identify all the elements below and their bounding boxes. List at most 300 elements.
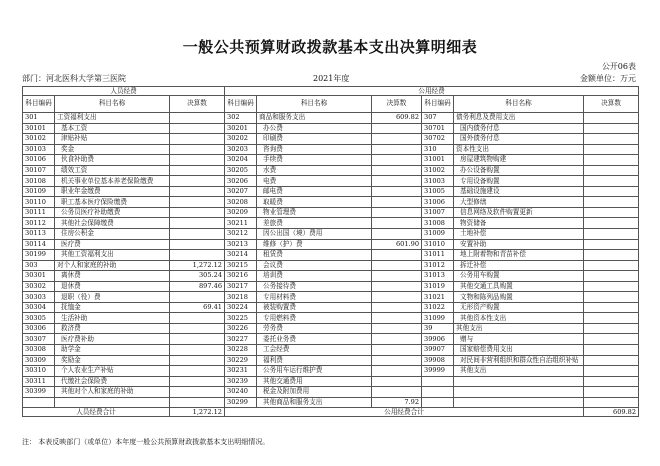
row-amount: [170, 155, 225, 166]
row-amount: [584, 397, 639, 408]
row-amount: [372, 292, 422, 303]
row-code: 39908: [422, 355, 454, 366]
row-amount: 69.41: [170, 302, 225, 313]
row-amount: [584, 260, 639, 271]
row-amount: [584, 134, 639, 145]
table-row: [23, 165, 639, 176]
row-name: 税金及附加费用: [257, 387, 372, 398]
table-row: [23, 292, 639, 303]
row-code: [422, 397, 454, 408]
table-row: [23, 260, 639, 271]
row-amount: [372, 302, 422, 313]
row-code: 30303: [23, 292, 55, 303]
row-amount: [584, 313, 639, 324]
row-code: 30106: [23, 155, 55, 166]
row-amount: [170, 218, 225, 229]
row-amount: [584, 218, 639, 229]
row-code: 30226: [225, 323, 257, 334]
row-code: 30299: [225, 397, 257, 408]
col-header-name: 科目名称: [454, 96, 584, 113]
row-name: 退职（役）费: [55, 292, 170, 303]
row-amount: [584, 292, 639, 303]
row-name: 商品和服务支出: [257, 113, 372, 124]
row-code: 30311: [23, 376, 55, 387]
row-code: 30211: [225, 218, 257, 229]
public-total-value: 609.82: [584, 408, 639, 417]
row-code: 30216: [225, 271, 257, 282]
row-code: 30309: [23, 355, 55, 366]
row-code: 303: [23, 260, 55, 271]
col-header-amount: 决算数: [584, 96, 639, 113]
row-code: 30302: [23, 281, 55, 292]
row-code: 31001: [422, 155, 454, 166]
table-row: [23, 155, 639, 166]
row-amount: [584, 113, 639, 124]
col-header-code: 科目编码: [225, 96, 257, 113]
row-name: 地上附着物和青苗补偿: [454, 250, 584, 261]
row-amount: [372, 281, 422, 292]
row-amount: [372, 197, 422, 208]
row-code: 30224: [225, 302, 257, 313]
row-amount: [372, 345, 422, 356]
row-amount: [372, 271, 422, 282]
row-amount: [584, 271, 639, 282]
col-header-code: 科目编码: [422, 96, 454, 113]
row-code: 30207: [225, 186, 257, 197]
row-code: 30212: [225, 229, 257, 240]
row-amount: [584, 186, 639, 197]
row-code: 30101: [23, 123, 55, 134]
row-amount: [170, 292, 225, 303]
table-row: [23, 313, 639, 324]
row-code: 30208: [225, 197, 257, 208]
table-row: [23, 207, 639, 218]
row-amount: [372, 355, 422, 366]
row-name: 公务用车购置: [454, 271, 584, 282]
row-name: 被装购置费: [257, 302, 372, 313]
row-code: 30702: [422, 134, 454, 145]
row-code: 31002: [422, 165, 454, 176]
row-amount: [170, 366, 225, 377]
row-code: 30213: [225, 239, 257, 250]
row-amount: [584, 207, 639, 218]
row-amount: [372, 207, 422, 218]
row-code: 30701: [422, 123, 454, 134]
row-code: 30199: [23, 250, 55, 261]
row-code: 30206: [225, 176, 257, 187]
row-name: 专用设备购置: [454, 176, 584, 187]
row-code: 30229: [225, 355, 257, 366]
table-row: [23, 197, 639, 208]
row-name: 生活补助: [55, 313, 170, 324]
row-name: [454, 397, 584, 408]
row-amount: [584, 176, 639, 187]
row-amount: [584, 155, 639, 166]
row-amount: 7.92: [372, 397, 422, 408]
row-amount: [170, 176, 225, 187]
row-name: 对民间非营利组织和群众性自治组织补贴: [454, 355, 584, 366]
row-code: 30301: [23, 271, 55, 282]
row-name: 奖金: [55, 144, 170, 155]
department-label: 部门：河北医科大学第三医院: [22, 74, 126, 83]
row-name: 救济费: [55, 323, 170, 334]
row-name: 办公费: [257, 123, 372, 134]
row-code: 31012: [422, 260, 454, 271]
row-code: 30239: [225, 376, 257, 387]
row-code: 310: [422, 144, 454, 155]
row-name: 培训费: [257, 271, 372, 282]
row-name: 因公出国（境）费用: [257, 229, 372, 240]
row-name: 其他社会保障缴费: [55, 218, 170, 229]
col-header-amount: 决算数: [372, 96, 422, 113]
row-amount: [372, 366, 422, 377]
row-name: 奖励金: [55, 355, 170, 366]
row-code: 30306: [23, 323, 55, 334]
row-name: 取暖费: [257, 197, 372, 208]
row-code: 31099: [422, 313, 454, 324]
table-row: [23, 345, 639, 356]
row-amount: [584, 334, 639, 345]
row-amount: [170, 376, 225, 387]
row-name: 安置补助: [454, 239, 584, 250]
row-code: 31013: [422, 271, 454, 282]
row-name: 基础设施建设: [454, 186, 584, 197]
row-code: 30110: [23, 197, 55, 208]
table-row: [23, 302, 639, 313]
row-code: 30114: [23, 239, 55, 250]
row-name: 印刷费: [257, 134, 372, 145]
row-code: 31008: [422, 218, 454, 229]
row-code: 30304: [23, 302, 55, 313]
row-name: 医疗费: [55, 239, 170, 250]
row-amount: [584, 250, 639, 261]
row-amount: [372, 165, 422, 176]
row-name: 委托业务费: [257, 334, 372, 345]
row-amount: [372, 155, 422, 166]
col-header-amount: 决算数: [170, 96, 225, 113]
footnote: 注： 本表反映部门（或单位）本年度一般公共预算财政拨款基本支出明细情况。: [22, 438, 270, 446]
row-name: 其他支出: [454, 323, 584, 334]
row-amount: [372, 134, 422, 145]
row-code: 30399: [23, 387, 55, 398]
row-amount: 305.24: [170, 271, 225, 282]
row-amount: [372, 376, 422, 387]
row-code: 31019: [422, 281, 454, 292]
row-name: 其他对个人和家庭的补助: [55, 387, 170, 398]
row-amount: [170, 134, 225, 145]
row-code: 30310: [23, 366, 55, 377]
row-code: 30218: [225, 292, 257, 303]
row-name: 住房公积金: [55, 229, 170, 240]
personnel-total-label: 人员经费合计: [23, 408, 170, 417]
table-row: [23, 323, 639, 334]
row-name: 离休费: [55, 271, 170, 282]
row-name: [454, 387, 584, 398]
row-name: 职工基本医疗保险缴费: [55, 197, 170, 208]
row-name: 伙食补助费: [55, 155, 170, 166]
row-amount: [170, 345, 225, 356]
row-code: 30113: [23, 229, 55, 240]
row-code: 30202: [225, 134, 257, 145]
col-header-name: 科目名称: [257, 96, 372, 113]
row-name: 医疗费补助: [55, 334, 170, 345]
row-code: 30217: [225, 281, 257, 292]
row-name: 专用燃料费: [257, 313, 372, 324]
row-name: 其他工资福利支出: [55, 250, 170, 261]
row-name: 机关事业单位基本养老保险缴费: [55, 176, 170, 187]
row-code: 31011: [422, 250, 454, 261]
row-name: 电费: [257, 176, 372, 187]
row-code: 30227: [225, 334, 257, 345]
row-name: 咨询费: [257, 144, 372, 155]
row-code: 39: [422, 323, 454, 334]
row-amount: [170, 113, 225, 124]
row-amount: [584, 239, 639, 250]
row-code: 39999: [422, 366, 454, 377]
row-amount: 1,272.12: [170, 260, 225, 271]
table-row: [23, 366, 639, 377]
row-name: 福利费: [257, 355, 372, 366]
table-row: [23, 334, 639, 345]
row-amount: [372, 229, 422, 240]
public-group-header: 公用经费: [225, 87, 639, 96]
row-code: 31021: [422, 292, 454, 303]
row-amount: [170, 144, 225, 155]
row-name: 文物和陈列品购置: [454, 292, 584, 303]
row-name: 土地补偿: [454, 229, 584, 240]
row-code: 30204: [225, 155, 257, 166]
row-code: [23, 397, 55, 408]
row-amount: [584, 355, 639, 366]
row-code: 30201: [225, 123, 257, 134]
table-row: [23, 397, 639, 408]
row-name: 公务员医疗补助缴费: [55, 207, 170, 218]
table-row: [23, 250, 639, 261]
row-code: 30103: [23, 144, 55, 155]
table-row: [23, 134, 639, 145]
row-name: 其他商品和服务支出: [257, 397, 372, 408]
row-name: 劳务费: [257, 323, 372, 334]
row-name: 租赁费: [257, 250, 372, 261]
row-amount: [584, 345, 639, 356]
table-row: [23, 186, 639, 197]
row-code: 30307: [23, 334, 55, 345]
row-name: 国家赔偿费用支出: [454, 345, 584, 356]
row-name: 抚恤金: [55, 302, 170, 313]
row-name: 退休费: [55, 281, 170, 292]
row-name: 职业年金缴费: [55, 186, 170, 197]
row-code: 30225: [225, 313, 257, 324]
row-amount: [372, 250, 422, 261]
row-name: 其他交通费用: [257, 376, 372, 387]
row-name: 物资储备: [454, 218, 584, 229]
row-amount: [170, 123, 225, 134]
row-code: 30214: [225, 250, 257, 261]
row-code: 30205: [225, 165, 257, 176]
row-code: 39907: [422, 345, 454, 356]
row-amount: [372, 334, 422, 345]
row-name: [454, 376, 584, 387]
public-total-label: 公用经费合计: [225, 408, 584, 417]
row-amount: [170, 387, 225, 398]
row-name: 会议费: [257, 260, 372, 271]
row-code: 30305: [23, 313, 55, 324]
row-name: 个人农业生产补贴: [55, 366, 170, 377]
row-code: 31007: [422, 207, 454, 218]
row-amount: [584, 123, 639, 134]
row-name: 助学金: [55, 345, 170, 356]
row-name: 手续费: [257, 155, 372, 166]
row-amount: [170, 334, 225, 345]
row-amount: [584, 229, 639, 240]
table-row: [23, 376, 639, 387]
table-row: [23, 271, 639, 282]
table-row: [23, 176, 639, 187]
row-amount: [584, 376, 639, 387]
row-name: 办公设备购置: [454, 165, 584, 176]
row-name: 无形资产购置: [454, 302, 584, 313]
report-title: 一般公共预算财政拨款基本支出决算明细表: [182, 38, 478, 56]
row-name: 公务接待费: [257, 281, 372, 292]
row-amount: [170, 239, 225, 250]
row-name: 对个人和家庭的补助: [55, 260, 170, 271]
row-name: 公务用车运行维护费: [257, 366, 372, 377]
form-code: 公开06表: [601, 62, 636, 71]
row-amount: [372, 323, 422, 334]
row-name: 房屋建筑物购建: [454, 155, 584, 166]
row-amount: [372, 144, 422, 155]
row-amount: [170, 323, 225, 334]
row-name: 国外债务付息: [454, 134, 584, 145]
row-code: 30109: [23, 186, 55, 197]
row-amount: [170, 186, 225, 197]
row-amount: [170, 397, 225, 408]
row-amount: [584, 387, 639, 398]
row-amount: [170, 197, 225, 208]
fiscal-year: 2021年度: [313, 74, 350, 83]
row-code: 30112: [23, 218, 55, 229]
row-name: 邮电费: [257, 186, 372, 197]
row-name: 资本性支出: [454, 144, 584, 155]
row-name: 信息网络及软件购置更新: [454, 207, 584, 218]
row-amount: [170, 165, 225, 176]
row-code: 30102: [23, 134, 55, 145]
row-name: 大型修缮: [454, 197, 584, 208]
row-amount: [372, 260, 422, 271]
table-row: [23, 218, 639, 229]
row-name: 债务利息及费用支出: [454, 113, 584, 124]
row-amount: [170, 207, 225, 218]
row-code: 31006: [422, 197, 454, 208]
col-header-code: 科目编码: [23, 96, 55, 113]
table-row: [23, 239, 639, 250]
row-amount: [584, 144, 639, 155]
row-code: 30107: [23, 165, 55, 176]
row-code: 31010: [422, 239, 454, 250]
row-code: 30108: [23, 176, 55, 187]
row-code: [422, 387, 454, 398]
row-name: 维修（护）费: [257, 239, 372, 250]
table-row: [23, 387, 639, 398]
row-name: 国内债务付息: [454, 123, 584, 134]
row-name: 其他资本性支出: [454, 313, 584, 324]
row-amount: 609.82: [372, 113, 422, 124]
row-name: 代缴社会保险费: [55, 376, 170, 387]
personnel-group-header: 人员经费: [23, 87, 225, 96]
row-code: 31022: [422, 302, 454, 313]
row-amount: [372, 186, 422, 197]
row-name: 水费: [257, 165, 372, 176]
row-code: 30231: [225, 366, 257, 377]
row-name: 专用材料费: [257, 292, 372, 303]
row-name: 差旅费: [257, 218, 372, 229]
row-amount: [372, 123, 422, 134]
col-header-name: 科目名称: [55, 96, 170, 113]
row-amount: [372, 387, 422, 398]
row-amount: 897.46: [170, 281, 225, 292]
row-amount: [170, 229, 225, 240]
row-code: 30203: [225, 144, 257, 155]
row-amount: [170, 355, 225, 366]
row-name: 工会经费: [257, 345, 372, 356]
table-row: [23, 355, 639, 366]
table-row: [23, 123, 639, 134]
personnel-total-value: 1,272.12: [170, 408, 225, 417]
row-code: 301: [23, 113, 55, 124]
row-code: 30308: [23, 345, 55, 356]
row-code: 30209: [225, 207, 257, 218]
table-row: [23, 113, 639, 124]
row-amount: [372, 313, 422, 324]
amount-unit: 金额单位：万元: [580, 74, 636, 83]
row-code: 302: [225, 113, 257, 124]
row-amount: [372, 218, 422, 229]
row-name: 其他交通工具购置: [454, 281, 584, 292]
row-code: 39906: [422, 334, 454, 345]
row-name: 赠与: [454, 334, 584, 345]
row-name: 绩效工资: [55, 165, 170, 176]
expenditure-table: [22, 86, 639, 417]
table-row: [23, 281, 639, 292]
row-code: 30240: [225, 387, 257, 398]
row-name: 物业管理费: [257, 207, 372, 218]
row-code: [422, 376, 454, 387]
row-code: 307: [422, 113, 454, 124]
row-amount: [584, 302, 639, 313]
row-code: 31003: [422, 176, 454, 187]
row-name: [55, 397, 170, 408]
row-amount: [584, 323, 639, 334]
row-amount: [372, 176, 422, 187]
row-code: 30215: [225, 260, 257, 271]
row-name: 其他支出: [454, 366, 584, 377]
row-name: 津贴补贴: [55, 134, 170, 145]
row-code: 30111: [23, 207, 55, 218]
row-amount: [584, 366, 639, 377]
row-code: 31005: [422, 186, 454, 197]
row-amount: [584, 281, 639, 292]
row-code: 30228: [225, 345, 257, 356]
table-row: [23, 144, 639, 155]
row-code: 31009: [422, 229, 454, 240]
row-amount: [584, 165, 639, 176]
row-name: 基本工资: [55, 123, 170, 134]
row-name: 工资福利支出: [55, 113, 170, 124]
row-amount: [584, 197, 639, 208]
table-row: [23, 229, 639, 240]
row-amount: 601.90: [372, 239, 422, 250]
row-name: 拆迁补偿: [454, 260, 584, 271]
